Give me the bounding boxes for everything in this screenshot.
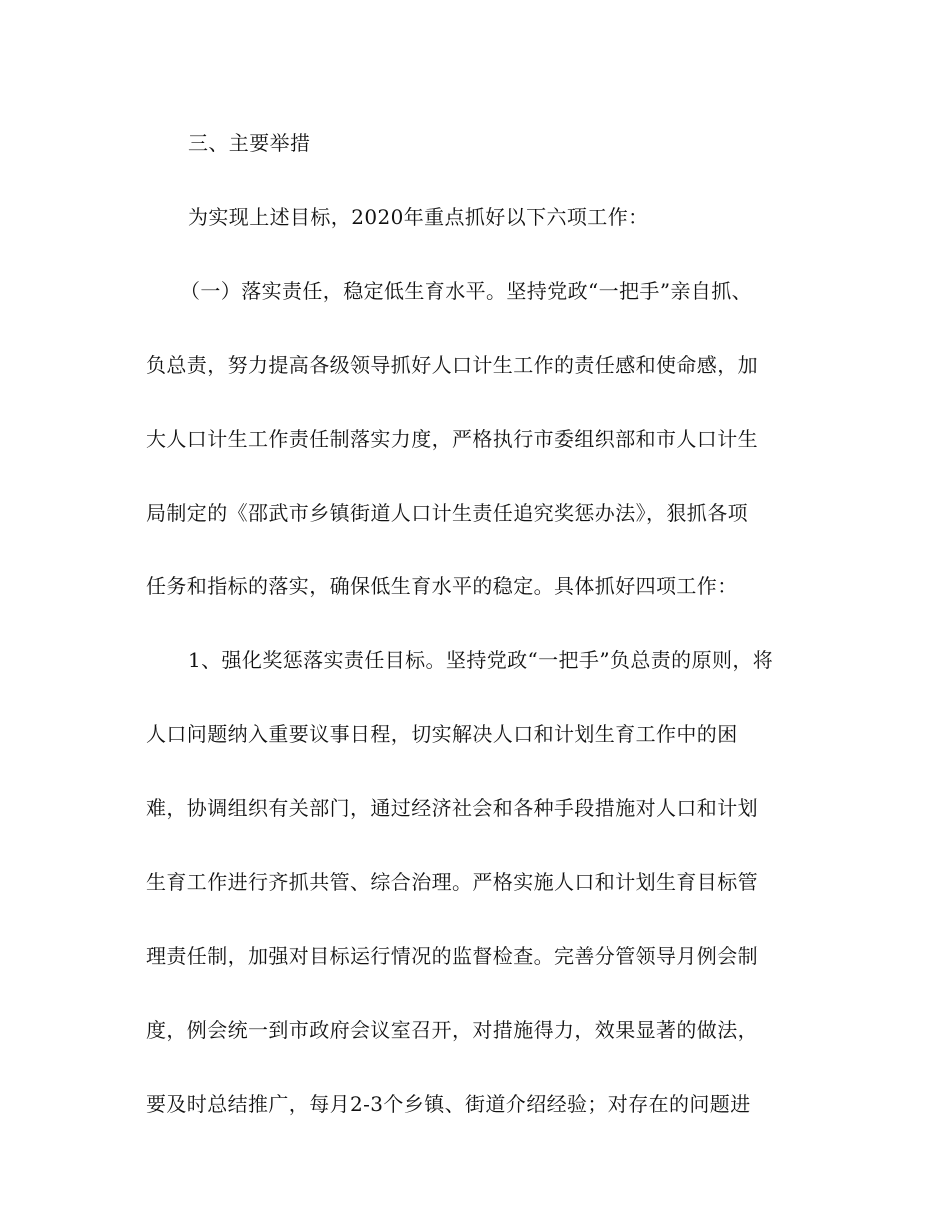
section-heading: 三、主要举措 [188,131,311,155]
paragraph-line: 任务和指标的落实，确保低生育水平的稳定。具体抓好四项工作： [146,574,738,598]
paragraph-line: 为实现上述目标，2020年重点抓好以下六项工作： [188,205,649,229]
paragraph-line: 理责任制，加强对目标运行情况的监督检查。完善分管领导月例会制 [146,944,758,968]
paragraph-line: （一）落实责任，稳定低生育水平。坚持党政“一把手”亲自抓、 [180,279,753,303]
paragraph-line: 度，例会统一到市政府会议室召开，对措施得力，效果显著的做法， [146,1018,758,1042]
paragraph-line: 要及时总结推广，每月2-3个乡镇、街道介绍经验；对存在的问题进 [146,1092,751,1116]
paragraph-line: 难，协调组织有关部门，通过经济社会和各种手段措施对人口和计划 [146,796,758,820]
paragraph-line: 人口问题纳入重要议事日程，切实解决人口和计划生育工作中的困 [146,722,738,746]
paragraph-line: 负总责，努力提高各级领导抓好人口计生工作的责任感和使命感，加 [146,353,758,377]
paragraph-line: 大人口计生工作责任制落实力度，严格执行市委组织部和市人口计生 [146,427,758,451]
paragraph-line: 1、强化奖惩落实责任目标。坚持党政“一把手”负总责的原则，将 [188,648,774,672]
paragraph-line: 局制定的《邵武市乡镇街道人口计生责任追究奖惩办法》，狠抓各项 [146,501,748,525]
paragraph-line: 生育工作进行齐抓共管、综合治理。严格实施人口和计划生育目标管 [146,870,758,894]
